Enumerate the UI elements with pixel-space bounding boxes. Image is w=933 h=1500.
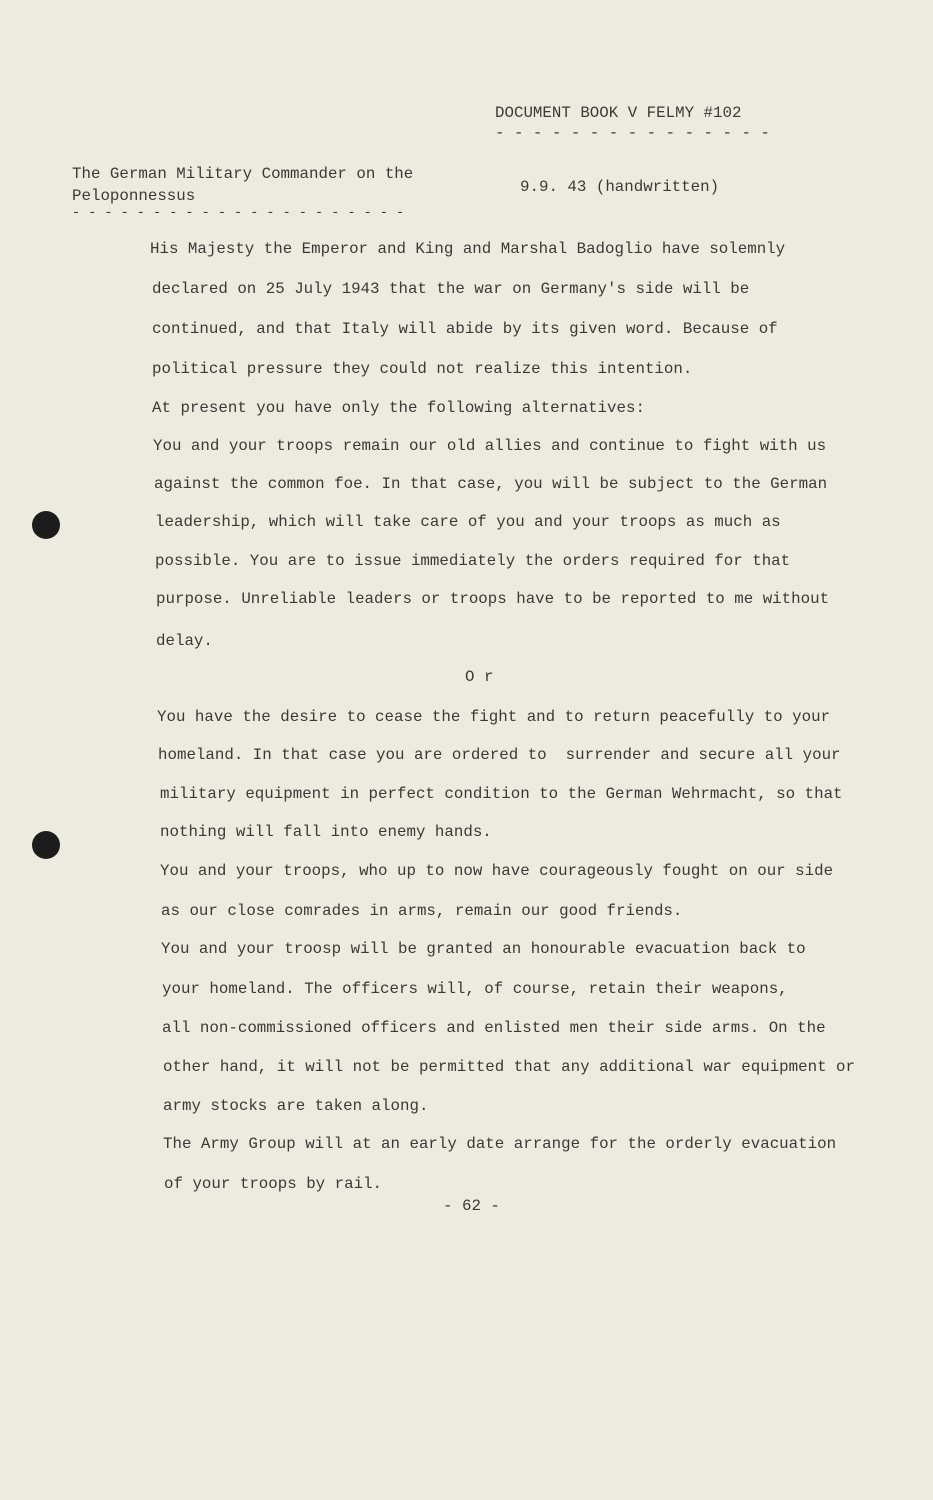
body-line: political pressure they could not realize this intention. — [152, 360, 693, 378]
sender-line-2: Peloponnessus — [72, 187, 196, 205]
body-line: You and your troosp will be granted an honourable evacuation back to — [161, 940, 806, 958]
body-line: You and your troops remain our old allies and continue to fight with us — [153, 437, 827, 455]
body-line: army stocks are taken along. — [163, 1097, 429, 1115]
body-line: as our close comrades in arms, remain our good friends. — [161, 902, 683, 920]
page-number: - 62 - — [443, 1197, 500, 1215]
body-line: His Majesty the Emperor and King and Marshal Badoglio have solemnly — [150, 240, 786, 258]
body-line: nothing will fall into enemy hands. — [160, 823, 492, 841]
alternative-separator: O r — [465, 668, 494, 686]
body-line: all non-commissioned officers and enlisted men their side arms. On the — [162, 1019, 826, 1037]
document-reference-rule: - - - - - - - - - - - - - - - — [495, 124, 770, 142]
body-line: declared on 25 July 1943 that the war on Germany's side will be — [152, 280, 750, 298]
body-line: homeland. In that case you are ordered to surrender and secure all your — [158, 746, 841, 764]
document-reference: DOCUMENT BOOK V FELMY #102 — [495, 104, 742, 122]
sender-rule: - - - - - - - - - - - - - - - - - - - - - — [72, 206, 405, 221]
body-line: purpose. Unreliable leaders or troops have to be reported to me without — [156, 590, 830, 608]
body-line: The Army Group will at an early date arrange for the orderly evacuation — [163, 1135, 837, 1153]
body-line: other hand, it will not be permitted that any additional war equipment or — [163, 1058, 856, 1076]
body-line: of your troops by rail. — [164, 1175, 383, 1193]
document-date: 9.9. 43 (handwritten) — [520, 178, 720, 196]
body-line: leadership, which will take care of you and your troops as much as — [155, 513, 781, 531]
body-line: You and your troops, who up to now have courageously fought on our side — [160, 862, 834, 880]
body-line: possible. You are to issue immediately the orders required for that — [155, 552, 791, 570]
body-line: against the common foe. In that case, you will be subject to the German — [154, 475, 828, 493]
body-line: continued, and that Italy will abide by its given word. Because of — [152, 320, 778, 338]
body-line: military equipment in perfect condition to the German Wehrmacht, so that — [160, 785, 843, 803]
body-line: your homeland. The officers will, of course, retain their weapons, — [162, 980, 788, 998]
body-line: delay. — [156, 632, 213, 650]
sender-line-1: The German Military Commander on the — [72, 165, 414, 183]
body-line: You have the desire to cease the fight and to return peacefully to your — [157, 708, 831, 726]
punch-hole — [32, 831, 60, 859]
body-line: At present you have only the following alternatives: — [152, 399, 645, 417]
punch-hole — [32, 511, 60, 539]
